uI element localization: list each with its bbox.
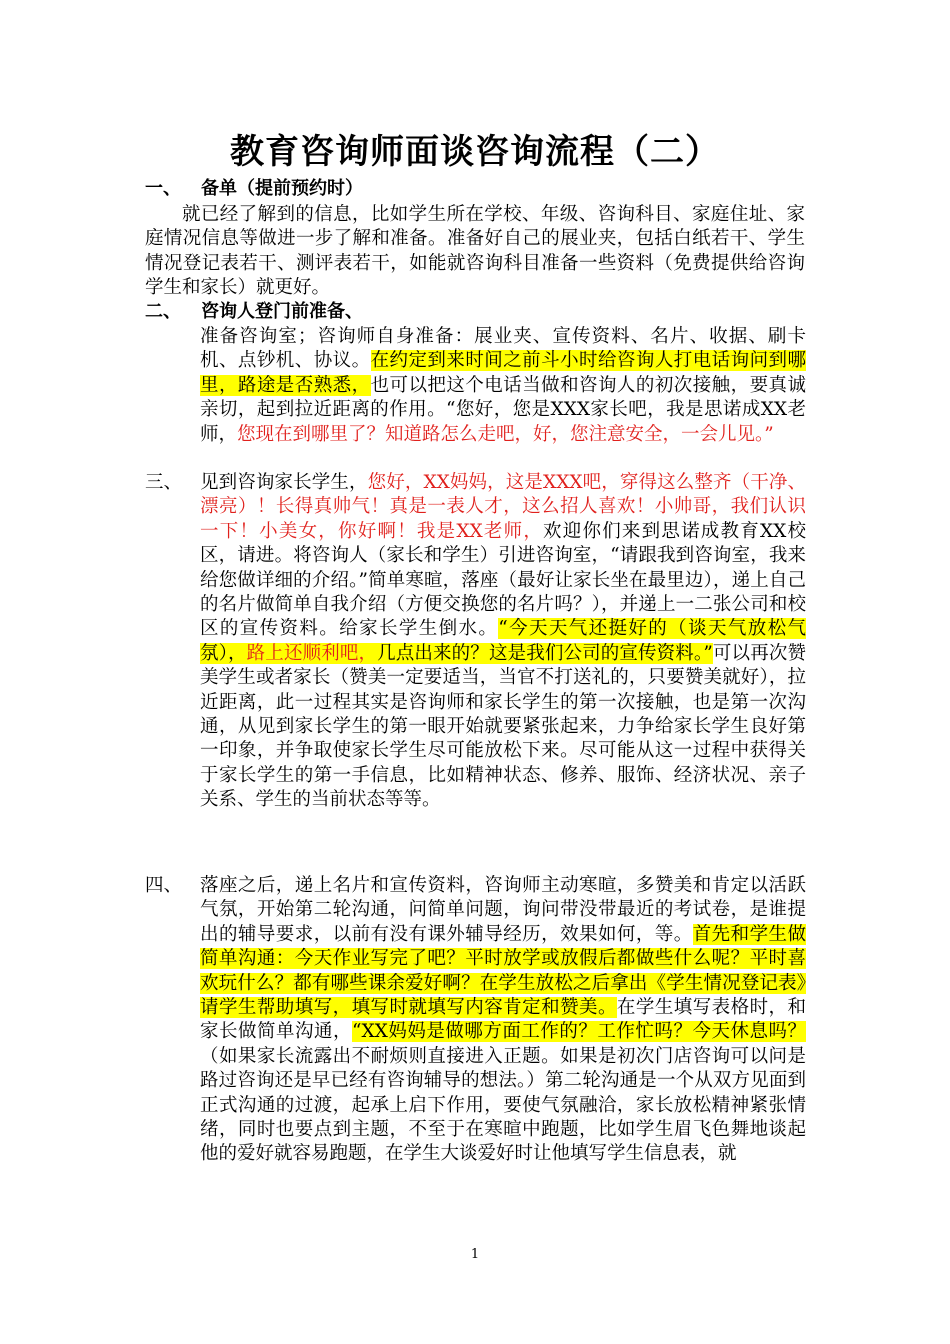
section-2-heading <box>145 300 363 324</box>
document-title: 教育咨询师面谈咨询流程（二） <box>230 132 720 172</box>
section-3-text-b: 欢迎你们来到思诺成教育XX校区，请进。将咨询人（家长和学生）引进咨询室，“请跟我到咨询室，我来给您做详细的介绍。”简单寒暄，落座（最好让家长坐在最里边），递上自己的名片做简单自我介绍（方便交换您的名片吗？），并递上一二张公司和校区的宣传资料。给家长学生倒水。 <box>200 520 807 640</box>
section-3-number: 三、 <box>145 472 183 493</box>
section-3-body <box>145 471 807 813</box>
section-4-highlight-parent: “XX妈妈是做哪方面工作的？工作忙吗？今天休息吗？ <box>352 1021 806 1043</box>
section-3-highlight-weather: “今天天气还挺好的（谈天气放松气氛）， <box>200 618 806 664</box>
section-1-title: 备单（提前预约时） <box>201 178 363 199</box>
section-2-body <box>200 325 806 447</box>
page-number: 1 <box>470 1247 480 1262</box>
section-4-text-a: 落座之后，递上名片和宣传资料，咨询师主动寒暄，多赞美和肯定以活跃气氛，开始第二轮沟通，问简单问题，询问带没带最近的考试卷，是谁提出的辅导要求，以前有没有课外辅导经历，效果如何，等。 <box>200 875 806 945</box>
section-2-title: 咨询人登门前准备、 <box>201 301 363 322</box>
section-2-text-a: 准备咨询室；咨询师自身准备：展业夹、宣传资料、名片、收据、刷卡机、点钞机、协议。 <box>200 326 806 372</box>
section-1-number: 一、 <box>145 178 181 199</box>
section-1-heading <box>145 177 363 201</box>
section-1-body: 就已经了解到的信息，比如学生所在学校、年级、咨询科目、家庭住址、家庭情况信息等做进一步了解和准备。准备好自己的展业夹，包括白纸若干、学生情况登记表若干、测评表若干，如能就咨询科目准备一些资料（免费提供给咨询学生和家长）就更好。 <box>145 204 805 299</box>
section-3-highlight-red-road: 路上还顺利吧， <box>246 642 378 664</box>
section-4-highlight-student: 首先和学生做简单沟通：今天作业写完了吧？平时放学或放假后都做些什么呢？平时喜欢玩什么？都有哪些课余爱好啊？在学生放松之后拿出《学生情况登记表》请学生帮助填写，填写时就填写内容肯定和赞美。 <box>200 923 806 1019</box>
section-3-text-c: 可以再次赞美学生或者家长（赞美一定要适当，当官不打送礼的，只要赞美就好），拉近距离，此一过程其实是咨询师和家长学生的第一次接触，也是第一次沟通，从见到家长学生的第一眼开始就要紧张起来，力争给家长学生良好第一印象，并争取使家长学生尽可能放松下来。尽可能从这一过程中获得关于家长学生的第一手信息，比如精神状态、修养、服饰、经济状况、亲子关系、学生的当前状态等等。 <box>200 642 806 811</box>
section-4-text-b: 在学生填写表格时，和家长做简单沟通， <box>200 997 806 1043</box>
section-2-number: 二、 <box>145 301 181 322</box>
section-4-body <box>145 874 806 1167</box>
section-2-text-b: 也可以把这个电话当做和咨询人的初次接触，要真诚亲切，起到拉近距离的作用。“您好，您是XXX家长吧，我是思诺成XX老师， <box>200 374 806 445</box>
section-3-text-a: 见到咨询家长学生， <box>200 472 368 493</box>
section-2-red-script: 您现在到哪里了？知道路怎么走吧，好，您注意安全，一会儿见。” <box>237 423 774 445</box>
section-4-text-c: （如果家长流露出不耐烦则直接进入正题。如果是初次门店咨询可以问是路过咨询还是早已经有咨询辅导的想法。）第二轮沟通是一个从双方见面到正式沟通的过渡，起承上启下作用，要使气氛融洽，家长放松精神紧张情绪，同时也要点到主题，不至于在寒暄中跑题，比如学生眉飞色舞地谈起他的爱好就容易跑题，在学生大谈爱好时让他填写学生信息表，就 <box>200 1045 806 1165</box>
section-4-number: 四、 <box>145 875 183 896</box>
section-3-highlight-materials: 几点出来的？这是我们公司的宣传资料。” <box>377 642 713 664</box>
section-2-highlight-call: 在约定到来时间之前斗小时给咨询人打电话询问到哪里，路途是否熟悉， <box>200 350 806 396</box>
section-3-red-greeting: 您好，XX妈妈，这是XXX吧，穿得这么整齐（干净、漂亮）！长得真帅气！真是一表人才，这么招人喜欢！小帅哥，我们认识一下！小美女，你好啊！我是XX老师， <box>200 472 806 542</box>
